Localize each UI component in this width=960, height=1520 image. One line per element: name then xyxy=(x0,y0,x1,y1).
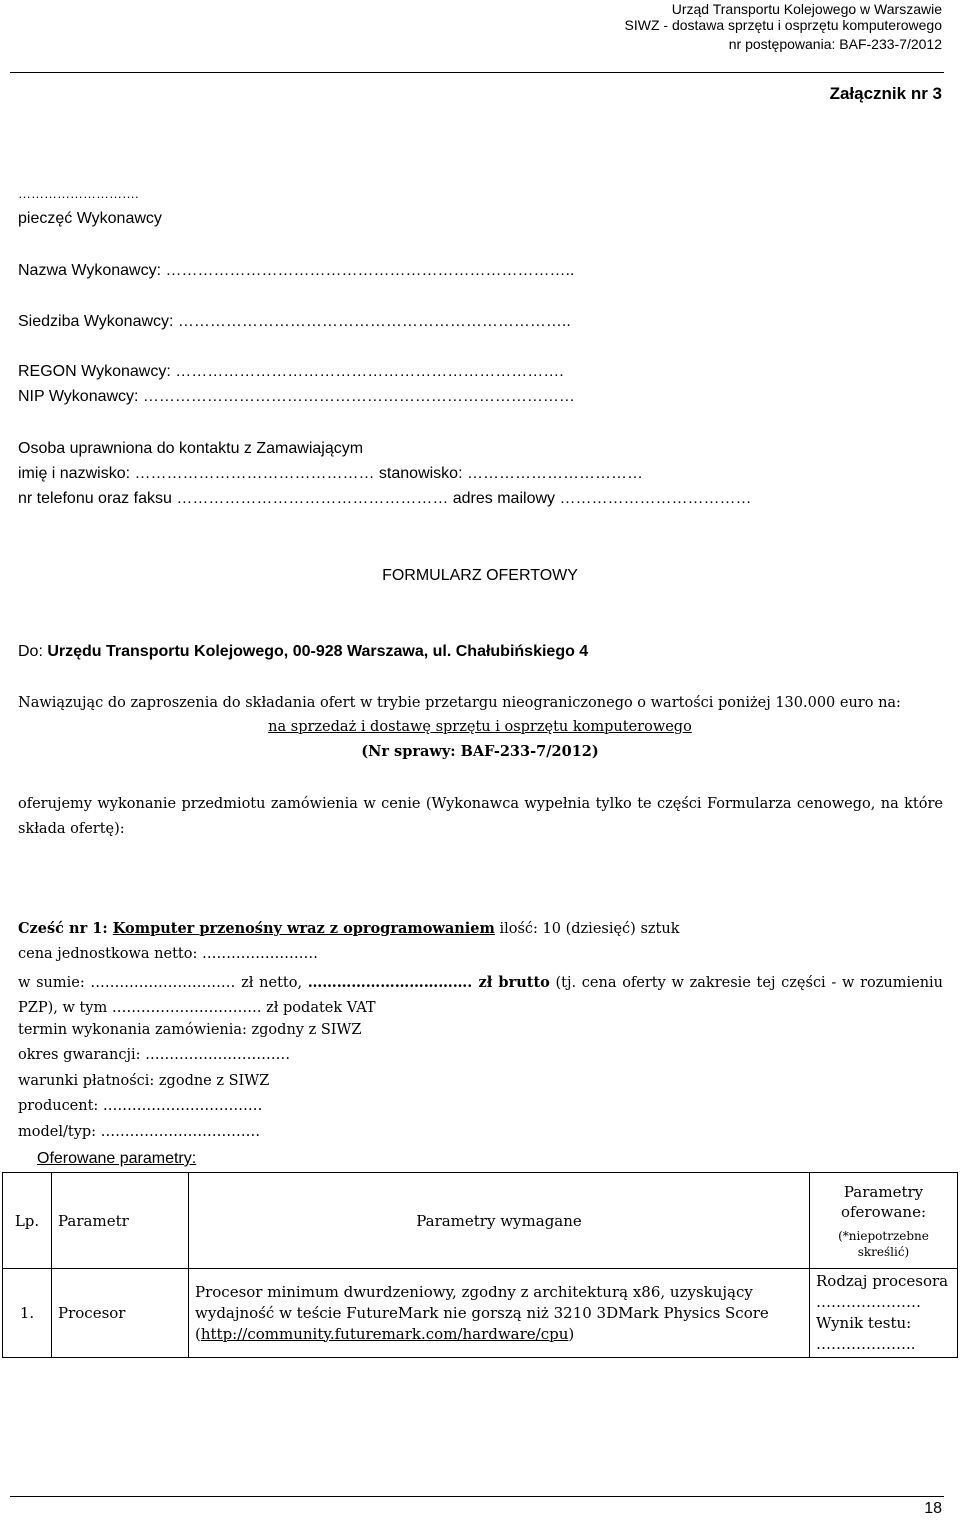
producer: producent: …………………………… xyxy=(18,1098,263,1114)
header-institution: Urząd Transportu Kolejowego w Warszawie xyxy=(671,1,942,17)
case-number: (Nr sprawy: BAF-233-7/2012) xyxy=(361,743,599,760)
table-header-row xyxy=(3,1173,958,1269)
total-vat: (tj. cena oferty w zakresie tej części - w rozumieniu PZP), w tym …………………………. zł podatek VAT xyxy=(18,975,944,1016)
total-net: w sumie: ………………………… zł netto, xyxy=(18,975,308,991)
order-subject: na sprzedaż i dostawę sprzętu i osprzętu komputerowego xyxy=(268,719,692,735)
offer-statement: oferujemy wykonanie przedmiotu zamówienia w cenie (Wykonawca wypełnia tylko te części Formularza cenowego, na które składa ofertę): xyxy=(18,796,943,837)
addressee-name: Urzędu Transportu Kolejowego, 00-928 Warszawa, ul. Chałubińskiego 4 xyxy=(47,643,589,660)
contractor-seat: Siedziba Wykonawcy: ……………………………………………………………….. xyxy=(18,313,571,330)
contractor-regon: REGON Wykonawcy: ………………………………………………………………. xyxy=(18,363,564,380)
contractor-name: Nazwa Wykonawcy: ………………………………………………………………….. xyxy=(18,262,575,279)
total-dots: ……………………………. xyxy=(307,974,473,991)
header-offered-label: Parametry oferowane: xyxy=(840,1182,927,1221)
stamp-dots: ………………………. xyxy=(18,186,139,201)
offered-test-label: Wynik testu: xyxy=(816,1314,912,1332)
header-offered-note: (*niepotrzebne skreślić) xyxy=(838,1228,929,1259)
header-divider xyxy=(10,72,944,73)
header-parameter: Parametr xyxy=(52,1173,189,1269)
total-price xyxy=(18,970,943,1021)
total-gross-label: zł brutto xyxy=(472,974,550,991)
header-subject: SIWZ - dostawa sprzętu i osprzętu komputerowego xyxy=(624,17,942,33)
contact-person-heading: Osoba uprawniona do kontaktu z Zamawiającym xyxy=(18,440,364,457)
part-subject: Komputer przenośny wraz z oprogramowaniem xyxy=(112,920,495,937)
row-required-end: ) xyxy=(568,1324,575,1343)
parameters-table xyxy=(2,1172,958,1358)
stamp-label: pieczęć Wykonawcy xyxy=(18,210,162,227)
attachment-label: Załącznik nr 3 xyxy=(829,84,942,103)
deadline: termin wykonania zamówienia: zgodny z SIWZ xyxy=(18,1022,362,1038)
addressee-line xyxy=(18,643,588,661)
offered-cpu-type-dots: ………………… xyxy=(816,1293,921,1311)
contractor-nip: NIP Wykonawcy: ……………………………………………………………………… xyxy=(18,388,575,405)
offered-params-heading: Oferowane parametry: xyxy=(37,1150,197,1167)
intro-text: Nawiązując do zaproszenia do składania ofert w trybie przetargu nieograniczonego o wartości poniżej 130.000 euro na: xyxy=(18,695,901,711)
page-number: 18 xyxy=(924,1500,942,1517)
row-parameter: Procesor xyxy=(52,1269,189,1358)
row-lp: 1. xyxy=(3,1269,52,1358)
contact-phone-email: nr telefonu oraz faksu …………………………………………… adres mailowy ……………………………… xyxy=(18,490,752,507)
warranty: okres gwarancji: ………………………… xyxy=(18,1047,291,1063)
contact-name-position: imię i nazwisko: ……………………………………… stanowisko: …………………………… xyxy=(18,465,643,482)
form-title: FORMULARZ OFERTOWY xyxy=(382,567,578,584)
addressee-prefix: Do: xyxy=(18,643,48,660)
payment-terms: warunki płatności: zgodne z SIWZ xyxy=(18,1073,270,1089)
table-row xyxy=(3,1269,958,1358)
row-required xyxy=(189,1269,810,1358)
row-offered xyxy=(810,1269,958,1358)
header-case-number: nr postępowania: BAF-233-7/2012 xyxy=(728,36,942,52)
unit-price: cena jednostkowa netto: …………………… xyxy=(18,946,318,962)
row-required-text: Procesor minimum dwurdzeniowy, zgodny z architekturą x86, uzyskujący wydajność w teście FutureMark nie gorszą niż 3210 3DMark Physics Score ( xyxy=(195,1282,769,1343)
footer-divider xyxy=(10,1496,944,1497)
futuremark-link[interactable]: http://community.futuremark.com/hardware/cpu xyxy=(200,1324,569,1343)
part-quantity: ilość: 10 (dziesięć) sztuk xyxy=(494,921,680,937)
offered-cpu-type-label: Rodzaj procesora xyxy=(816,1272,949,1290)
part-heading xyxy=(18,920,679,937)
model-type: model/typ: …………………………… xyxy=(18,1124,261,1140)
header-offered xyxy=(810,1173,958,1269)
header-required: Parametry wymagane xyxy=(189,1173,810,1269)
part-label: Cześć nr 1: xyxy=(18,920,113,937)
header-lp: Lp. xyxy=(3,1173,52,1269)
offered-test-dots: ……………….. xyxy=(816,1335,916,1353)
